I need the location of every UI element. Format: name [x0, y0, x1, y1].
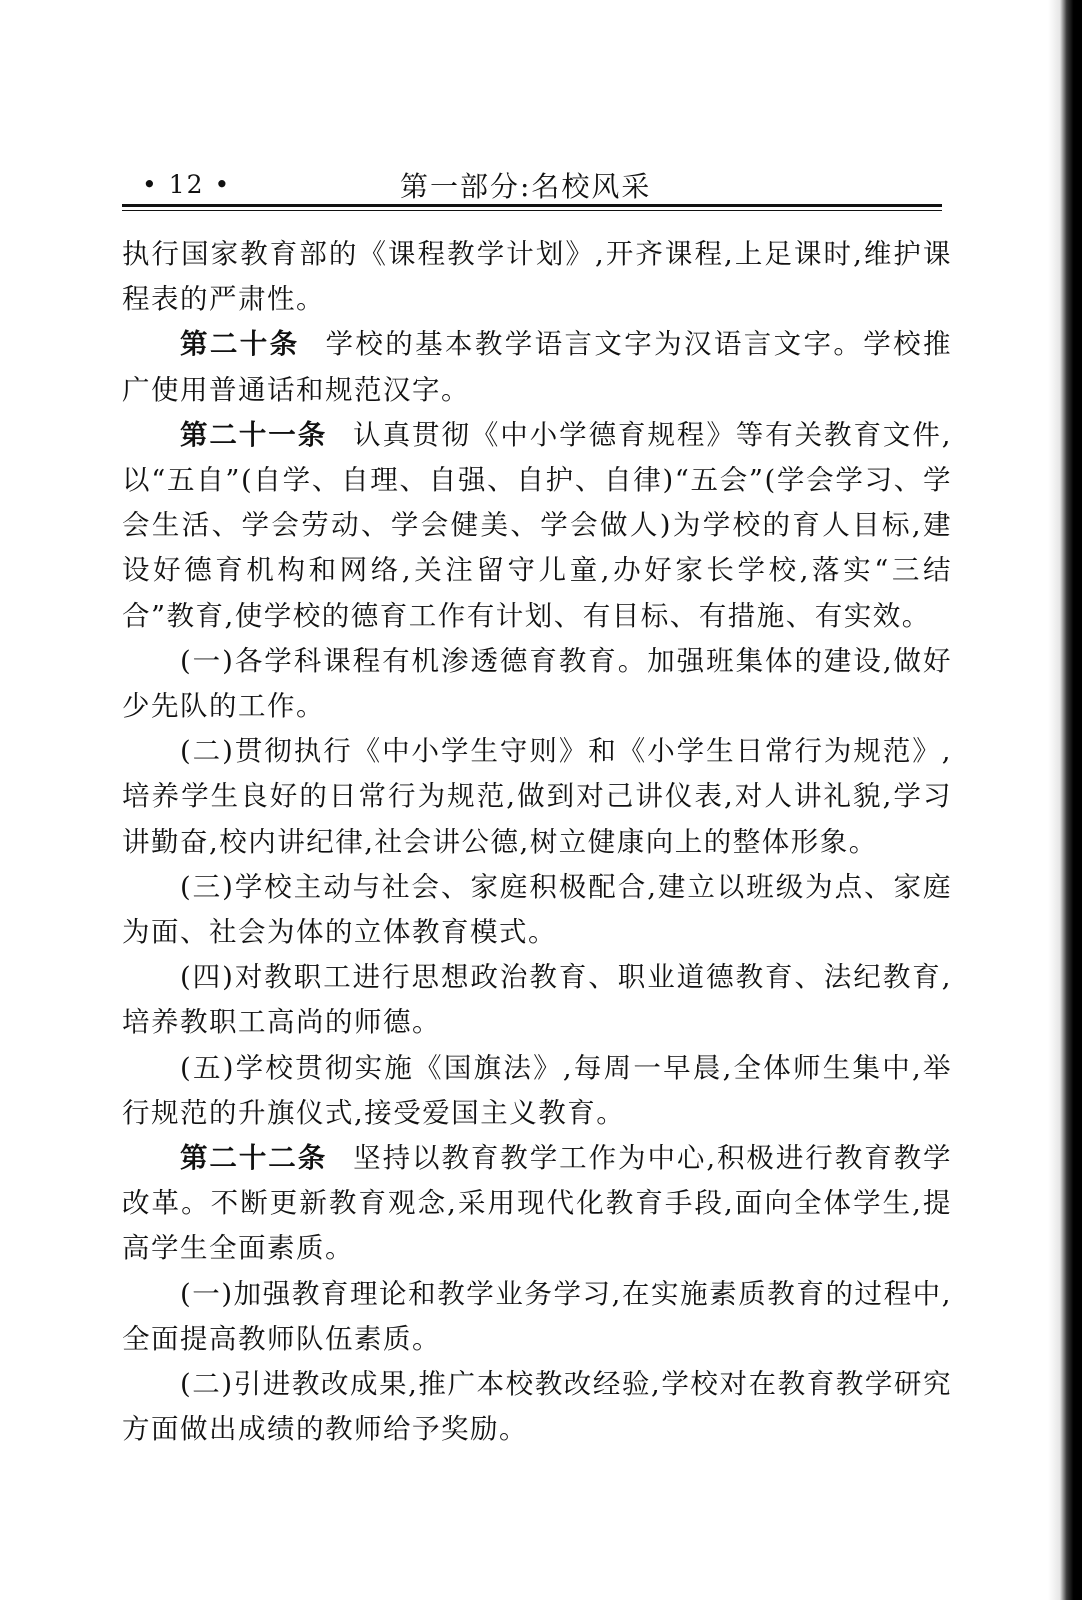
article-heading: 第二十二条: [180, 1142, 328, 1175]
running-head: 第一部分:名校风采: [400, 170, 652, 203]
body-text: [122, 232, 952, 1452]
article-paragraph: [122, 1136, 952, 1272]
scan-edge-shadow: [1048, 0, 1082, 1600]
paragraph-text: 执行国家教育部的《课程教学计划》,开齐课程,上足课时,维护课程表的严肃性。: [122, 238, 952, 316]
article-paragraph: [122, 322, 952, 412]
clause-paragraph: [122, 729, 952, 865]
clause-paragraph: [122, 1362, 952, 1452]
header-rule-thin: [122, 210, 942, 211]
article-paragraph: [122, 413, 952, 639]
article-heading: 第二十条: [180, 328, 300, 361]
paragraph-text: 认真贯彻《中小学德育规程》等有关教育文件,以“五自”(自学、自理、自强、自护、自律)“五会”(学会学习、学会生活、学会劳动、学会健美、学会做人)为学校的育人目标,建设好德育机构和网络,关注留守儿童,办好家长学校,落实“三结合”教育,使学校的德育工作有计划、有目标、有措施、有实效。: [122, 418, 952, 632]
page-number: • 12 •: [142, 170, 232, 199]
clause-paragraph: [122, 639, 952, 729]
clause-paragraph: [122, 1272, 952, 1362]
paragraph-text: (一)各学科课程有机渗透德育教育。加强班集体的建设,做好少先队的工作。: [122, 644, 952, 723]
paragraph-text: (二)贯彻执行《中小学生守则》和《小学生日常行为规范》,培养学生良好的日常行为规范,做到对己讲仪表,对人讲礼貌,学习讲勤奋,校内讲纪律,社会讲公德,树立健康向上的整体形象。: [122, 735, 952, 858]
paragraph: [122, 232, 952, 322]
paragraph-text: (一)加强教育理论和教学业务学习,在实施素质教育的过程中,全面提高教师队伍素质。: [122, 1277, 952, 1355]
article-heading: 第二十一条: [180, 418, 328, 451]
paragraph-text: (二)引进教改成果,推广本校教改经验,学校对在教育教学研究方面做出成绩的教师给予奖励。: [122, 1368, 952, 1446]
clause-paragraph: [122, 955, 952, 1045]
paragraph-text: (三)学校主动与社会、家庭积极配合,建立以班级为点、家庭为面、社会为体的立体教育模式。: [122, 870, 952, 949]
paragraph-text: (五)学校贯彻实施《国旗法》,每周一早晨,全体师生集中,举行规范的升旗仪式,接受爱国主义教育。: [122, 1051, 952, 1129]
page-header: [122, 160, 942, 210]
header-rule-thick: [122, 204, 942, 207]
paragraph-text: 坚持以教育教学工作为中心,积极进行教育教学改革。不断更新教育观念,采用现代化教育手段,面向全体学生,提高学生全面素质。: [122, 1142, 952, 1265]
clause-paragraph: [122, 1046, 952, 1136]
paragraph-text: 学校的基本教学语言文字为汉语言文字。学校推广使用普通话和规范汉字。: [122, 328, 952, 406]
paragraph-text: (四)对教职工进行思想政治教育、职业道德教育、法纪教育,培养教职工高尚的师德。: [122, 961, 952, 1039]
clause-paragraph: [122, 865, 952, 955]
